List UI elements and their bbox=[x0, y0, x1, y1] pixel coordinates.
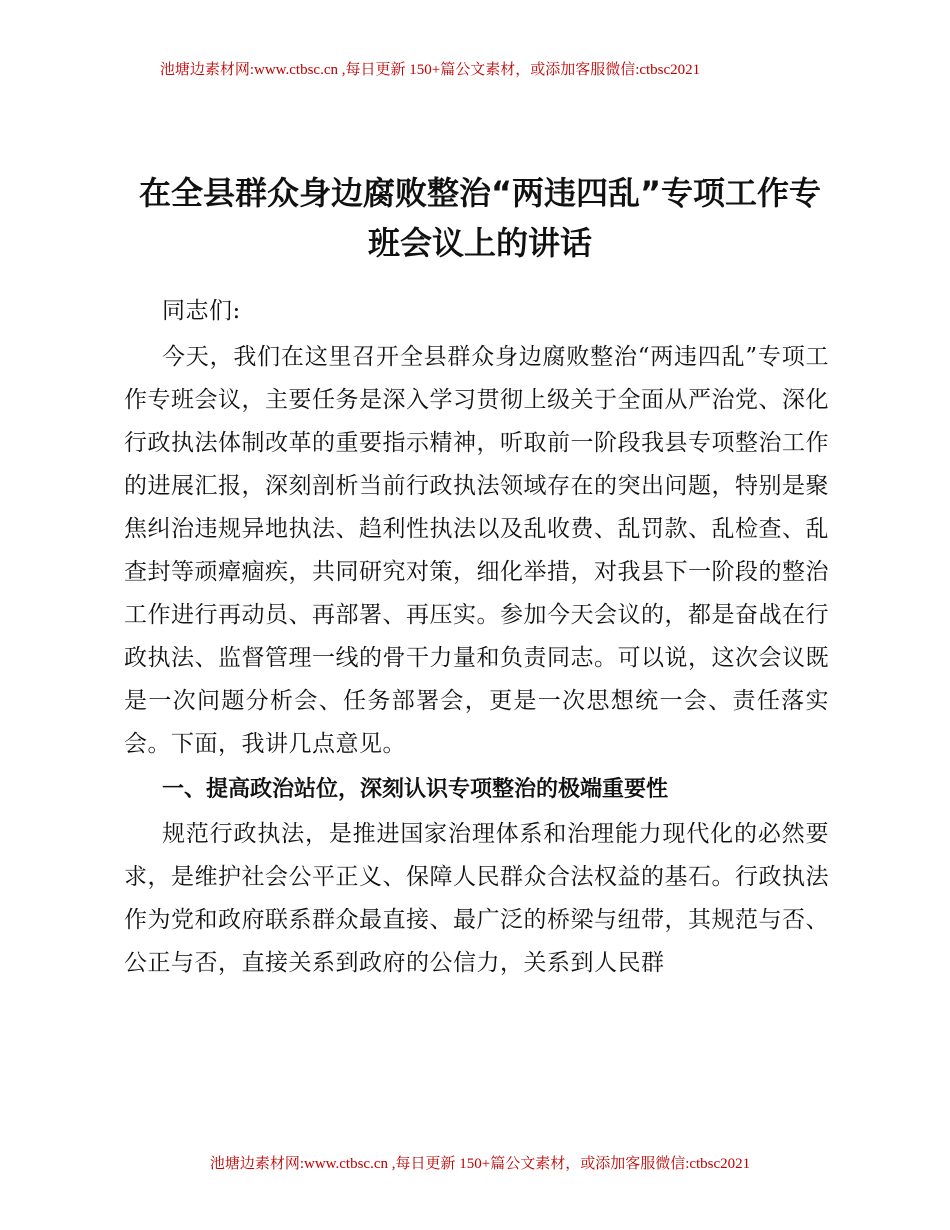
document-title: 在全县群众身边腐败整治“两违四乱”专项工作专班会议上的讲话 bbox=[138, 174, 822, 262]
salutation: 同志们: bbox=[162, 298, 241, 324]
section-heading: 一、提高政治站位，深刻认识专项整治的极端重要性 bbox=[162, 777, 669, 802]
header-watermark-banner: 池塘边素材网:www.ctbsc.cn ,每日更新 150+篇公文素材，或添加客服微信:ctbsc2021 bbox=[159, 62, 701, 78]
document-body bbox=[124, 290, 829, 985]
opening-paragraph: 今天，我们在这里召开全县群众身边腐败整治“两违四乱”专项工作专班会议，主要任务是深入学习贯彻上级关于全面从严治党、深化行政执法体制改革的重要指示精神，听取前一阶段我县专项整治工作的进展汇报，深刻剖析当前行政执法领域存在的突出问题，特别是聚焦纠治违规异地执法、趋利性执法以及乱收费、乱罚款、乱检查、乱查封等顽瘴痼疾，共同研究对策，细化举措，对我县下一阶段的整治工作进行再动员、再部署、再压实。参加今天会议的，都是奋战在行政执法、监督管理一线的骨干力量和负责同志。可以说，这次会议既是一次问题分析会、任务部署会，更是一次思想统一会、责任落实会。下面，我讲几点意见。 bbox=[124, 344, 829, 757]
section-paragraph: 规范行政执法，是推进国家治理体系和治理能力现代化的必然要求，是维护社会公平正义、保障人民群众合法权益的基石。行政执法作为党和政府联系群众最直接、最广泛的桥梁与纽带，其规范与否、公正与否，直接关系到政府的公信力，关系到人民群 bbox=[124, 821, 829, 976]
footer-watermark-banner: 池塘边素材网:www.ctbsc.cn ,每日更新 150+篇公文素材，或添加客服微信:ctbsc2021 bbox=[209, 1156, 751, 1172]
